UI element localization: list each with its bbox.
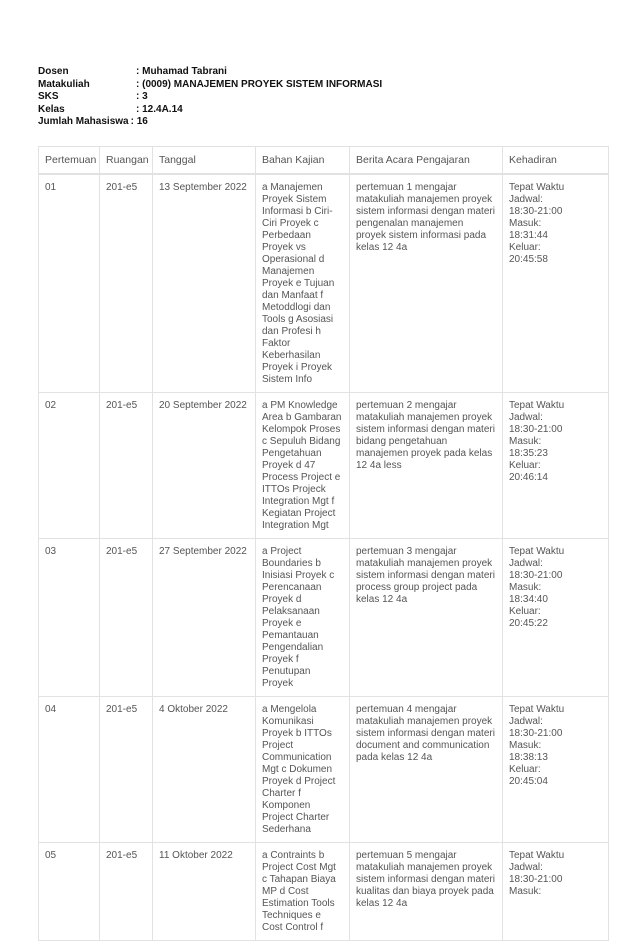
cell-berita-acara: pertemuan 3 mengajar matakuliah manajemen proyek sistem informasi dengan materi process group project pada kelas 12 4a bbox=[350, 539, 503, 697]
jadwal-label: Jadwal: bbox=[509, 558, 543, 569]
info-label: Jumlah Mahasiswa bbox=[38, 116, 129, 127]
cell-kehadiran bbox=[503, 174, 609, 393]
cell-tanggal: 4 Oktober 2022 bbox=[153, 697, 256, 843]
info-value: : Muhamad Tabrani bbox=[136, 66, 227, 77]
info-value: : 3 bbox=[136, 91, 148, 102]
jadwal-label: Jadwal: bbox=[509, 412, 543, 423]
jadwal-label: Jadwal: bbox=[509, 194, 543, 205]
jadwal-label: Jadwal: bbox=[509, 862, 543, 873]
info-label: Matakuliah bbox=[38, 78, 90, 90]
masuk-value: 18:31:44 bbox=[509, 230, 548, 241]
table-header-row bbox=[39, 147, 609, 175]
cell-tanggal: 20 September 2022 bbox=[153, 393, 256, 539]
keluar-label: Keluar: bbox=[509, 242, 541, 253]
table-row bbox=[39, 539, 609, 697]
cell-tanggal: 27 September 2022 bbox=[153, 539, 256, 697]
jadwal-label: Jadwal: bbox=[509, 716, 543, 727]
info-row-sks bbox=[38, 91, 382, 104]
cell-berita-acara: pertemuan 2 mengajar matakuliah manajemen proyek sistem informasi dengan materi bidang pengetahuan manajemen proyek pada kelas 12 4a less bbox=[350, 393, 503, 539]
cell-ruangan: 201-e5 bbox=[100, 843, 153, 941]
keluar-label: Keluar: bbox=[509, 460, 541, 471]
column-header-bahan-kajian: Bahan Kajian bbox=[256, 147, 350, 175]
masuk-value: 18:34:40 bbox=[509, 594, 548, 605]
cell-kehadiran bbox=[503, 539, 609, 697]
masuk-label: Masuk: bbox=[509, 436, 542, 447]
kehadiran-status: Tepat Waktu bbox=[509, 182, 565, 193]
cell-bahan-kajian: a Project Boundaries b Inisiasi Proyek c Perencanaan Proyek d Pelaksanaan Proyek e Pemantauan Pengendalian Proyek f Penutupan Proyek bbox=[256, 539, 350, 697]
keluar-value: 20:46:14 bbox=[509, 472, 548, 483]
info-row-kelas bbox=[38, 104, 382, 117]
info-row-matakuliah bbox=[38, 79, 382, 92]
keluar-label: Keluar: bbox=[509, 764, 541, 775]
cell-ruangan: 201-e5 bbox=[100, 393, 153, 539]
column-header-berita-acara: Berita Acara Pengajaran bbox=[350, 147, 503, 175]
jadwal-value: 18:30-21:00 bbox=[509, 874, 563, 885]
jadwal-value: 18:30-21:00 bbox=[509, 728, 563, 739]
kehadiran-status: Tepat Waktu bbox=[509, 400, 565, 411]
jadwal-value: 18:30-21:00 bbox=[509, 206, 563, 217]
info-label: Kelas bbox=[38, 103, 65, 115]
table-row bbox=[39, 697, 609, 843]
cell-pertemuan: 04 bbox=[39, 697, 100, 843]
course-info bbox=[38, 66, 382, 129]
cell-kehadiran bbox=[503, 697, 609, 843]
info-value: : (0009) MANAJEMEN PROYEK SISTEM INFORMASI bbox=[136, 78, 383, 90]
cell-tanggal: 11 Oktober 2022 bbox=[153, 843, 256, 941]
cell-bahan-kajian: a Manajemen Proyek Sistem Informasi b Ciri-Ciri Proyek c Perbedaan Proyek vs Operasional d Manajemen Proyek e Tujuan dan Manfaat f Metoddlogi dan Tools g Asosiasi dan Profesi h Faktor Keberhasilan Proyek i Proyek Sistem Info bbox=[256, 174, 350, 393]
info-value: : 16 bbox=[130, 116, 148, 127]
kehadiran-status: Tepat Waktu bbox=[509, 850, 565, 861]
jadwal-value: 18:30-21:00 bbox=[509, 570, 563, 581]
cell-pertemuan: 05 bbox=[39, 843, 100, 941]
masuk-label: Masuk: bbox=[509, 740, 542, 751]
cell-pertemuan: 03 bbox=[39, 539, 100, 697]
cell-ruangan: 201-e5 bbox=[100, 539, 153, 697]
info-label: Dosen bbox=[38, 66, 69, 77]
info-value: : 12.4A.14 bbox=[136, 103, 183, 115]
table-row bbox=[39, 843, 609, 941]
masuk-value: 18:38:13 bbox=[509, 752, 548, 763]
cell-kehadiran bbox=[503, 843, 609, 941]
cell-pertemuan: 01 bbox=[39, 174, 100, 393]
masuk-label: Masuk: bbox=[509, 886, 542, 897]
info-row-dosen bbox=[38, 66, 382, 79]
cell-ruangan: 201-e5 bbox=[100, 697, 153, 843]
cell-bahan-kajian: a Contraints b Project Cost Mgt c Tahapan Biaya MP d Cost Estimation Tools Techniques e Cost Control f bbox=[256, 843, 350, 941]
column-header-tanggal: Tanggal bbox=[153, 147, 256, 175]
cell-bahan-kajian: a Mengelola Komunikasi Proyek b ITTOs Project Communication Mgt c Dokumen Proyek d Project Charter f Komponen Project Charter Sederhana bbox=[256, 697, 350, 843]
cell-berita-acara: pertemuan 5 mengajar matakuliah manajemen proyek sistem informasi dengan materi kualitas dan biaya proyek pada kelas 12 4a bbox=[350, 843, 503, 941]
cell-ruangan: 201-e5 bbox=[100, 174, 153, 393]
table-row bbox=[39, 393, 609, 539]
masuk-label: Masuk: bbox=[509, 582, 542, 593]
keluar-value: 20:45:58 bbox=[509, 254, 548, 265]
keluar-value: 20:45:22 bbox=[509, 618, 548, 629]
cell-pertemuan: 02 bbox=[39, 393, 100, 539]
info-row-jumlah-mahasiswa bbox=[38, 116, 382, 129]
keluar-value: 20:45:04 bbox=[509, 776, 548, 787]
kehadiran-status: Tepat Waktu bbox=[509, 704, 565, 715]
info-label: SKS bbox=[38, 91, 59, 102]
column-header-ruangan: Ruangan bbox=[100, 147, 153, 175]
attendance-table bbox=[38, 146, 609, 941]
cell-tanggal: 13 September 2022 bbox=[153, 174, 256, 393]
cell-bahan-kajian: a PM Knowledge Area b Gambaran Kelompok Proses c Sepuluh Bidang Pengetahuan Proyek d 47 Process Project e ITTOs Projeck Integration Mgt f Kegiatan Project Integration Mgt bbox=[256, 393, 350, 539]
kehadiran-status: Tepat Waktu bbox=[509, 546, 565, 557]
keluar-label: Keluar: bbox=[509, 606, 541, 617]
table-row bbox=[39, 174, 609, 393]
cell-berita-acara: pertemuan 4 mengajar matakuliah manajemen proyek sistem informasi dengan materi document and communication pada kelas 12 4a bbox=[350, 697, 503, 843]
masuk-label: Masuk: bbox=[509, 218, 542, 229]
column-header-pertemuan: Pertemuan bbox=[39, 147, 100, 175]
cell-kehadiran bbox=[503, 393, 609, 539]
cell-berita-acara: pertemuan 1 mengajar matakuliah manajemen proyek sistem informasi dengan materi pengenalan manajemen proyek sistem informasi pada kelas 12 4a bbox=[350, 174, 503, 393]
masuk-value: 18:35:23 bbox=[509, 448, 548, 459]
jadwal-value: 18:30-21:00 bbox=[509, 424, 563, 435]
column-header-kehadiran: Kehadiran bbox=[503, 147, 609, 175]
